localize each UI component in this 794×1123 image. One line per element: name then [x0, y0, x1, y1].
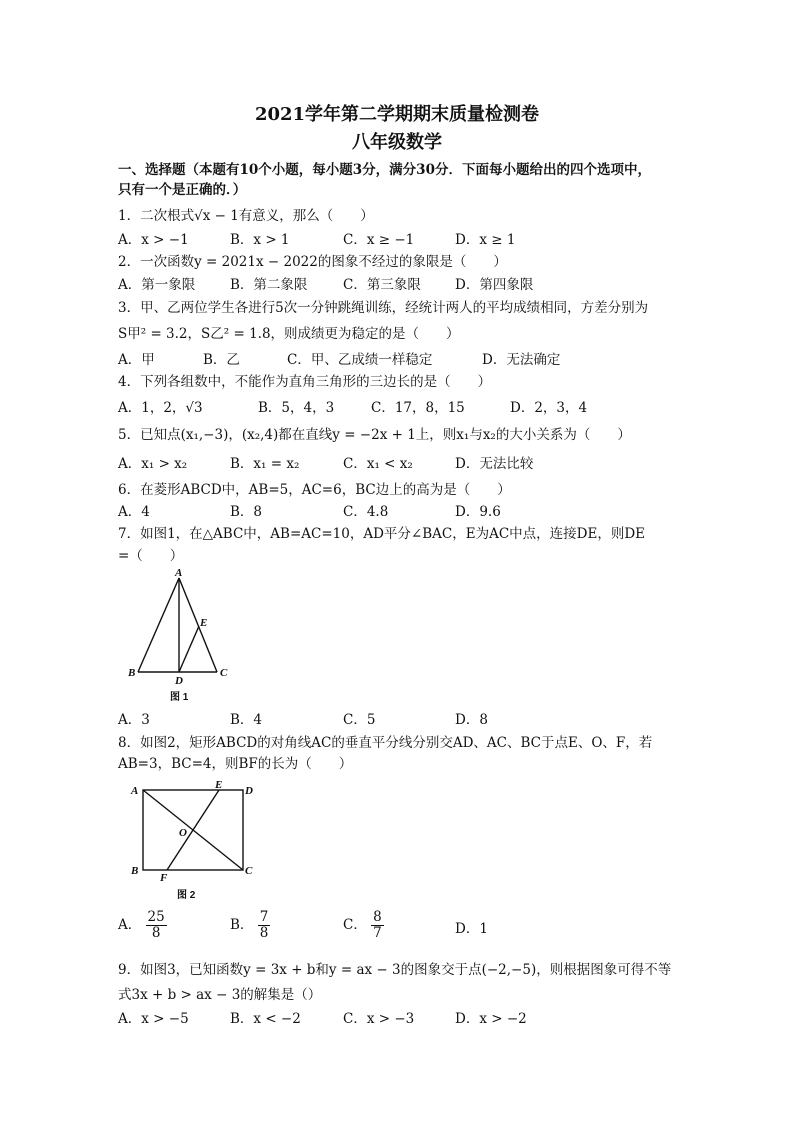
side-ab: [138, 578, 179, 672]
q6-option-c: C．4.8: [343, 504, 389, 520]
segment-ef: [167, 790, 219, 870]
label-a: A: [175, 567, 183, 579]
q9-option-d: D．x > −2: [455, 1011, 527, 1027]
q8-option-c-fraction: [371, 910, 384, 941]
q1-option-d: D．x ≥ 1: [455, 232, 516, 248]
q7-option-c: C．5: [343, 712, 376, 728]
denominator: 8: [151, 925, 161, 941]
q3-option-d: D．无法确定: [482, 352, 561, 368]
q7-stem-line2: =（ ）: [118, 548, 184, 564]
q3-option-b: B．乙: [203, 352, 240, 368]
label-d: D: [175, 675, 183, 687]
segment-de: [179, 626, 199, 672]
q1-option-b: B．x > 1: [230, 232, 290, 248]
q3-option-c: C．甲、乙成绩一样稳定: [287, 352, 433, 368]
q2-stem: 2．一次函数y = 2021x − 2022的图象不经过的象限是（ ）: [118, 254, 507, 270]
q8-option-d: D．1: [455, 921, 488, 937]
numerator: 8: [373, 909, 382, 925]
q8-option-a: [118, 910, 167, 941]
q2-option-c: C．第三象限: [343, 277, 421, 293]
q7-option-a: A．3: [118, 712, 150, 728]
q6-stem: 6．在菱形ABCD中，AB=5，AC=6，BC边上的高为是（ ）: [118, 482, 511, 498]
label-b: B: [128, 667, 136, 679]
q7-option-d: D．8: [455, 712, 488, 728]
q1-stem: 1．二次根式√x − 1有意义，那么（ ）: [118, 208, 374, 224]
section-heading: 一、选择题（本题有10个小题，每小题3分，满分30分．下面每小题给出的四个选项中，: [118, 162, 651, 178]
q8-option-a-letter: A．: [118, 917, 142, 933]
q4-option-a: A．1，2，√3: [118, 400, 203, 416]
numerator: 7: [259, 909, 269, 925]
q4-option-b: B．5，4，3: [258, 400, 335, 416]
label-d: D: [245, 785, 253, 797]
section-heading-cont: 只有一个是正确的．）: [118, 182, 247, 198]
q2-option-d: D．第四象限: [455, 277, 534, 293]
label-e: E: [215, 779, 223, 791]
q2-option-b: B．第二象限: [230, 277, 308, 293]
numerator: 25: [147, 909, 165, 925]
q5-option-a: A．x₁ > x₂: [118, 456, 188, 472]
q8-option-b-fraction: [258, 910, 271, 941]
q5-option-c: C．x₁ < x₂: [343, 456, 413, 472]
q7-option-b: B．4: [230, 712, 263, 728]
denominator: 7: [373, 925, 382, 941]
label-c: C: [245, 865, 253, 877]
label-a: A: [131, 785, 139, 797]
q8-stem-line2: AB=3，BC=4，则BF的长为（ ）: [118, 756, 353, 772]
q3-stem-line1: 3．甲、乙两位学生各进行5次一分钟跳绳训练，经统计两人的平均成绩相同，方差分别为: [118, 300, 649, 316]
q3-stem-line2: S甲² = 3.2，S乙² = 1.8，则成绩更为稳定的是（ ）: [118, 326, 460, 342]
figure-2-rectangle: [125, 778, 265, 903]
q8-option-c-letter: C．: [343, 917, 367, 933]
denominator: 8: [259, 925, 269, 941]
q5-stem: 5．已知点(x₁,−3)，(x₂,4)都在直线y = −2x + 1上，则x₁与x₂的大小关系为（ ）: [118, 427, 631, 443]
q1-option-c: C．x ≥ −1: [343, 232, 415, 248]
q8-option-c: [343, 910, 384, 941]
label-c: C: [220, 667, 228, 679]
q5-option-b: B．x₁ = x₂: [230, 456, 300, 472]
q9-option-b: B．x < −2: [230, 1011, 301, 1027]
q8-option-b: [230, 910, 270, 941]
q9-option-a: A．x > −5: [118, 1011, 189, 1027]
q4-option-d: D．2，3，4: [510, 400, 588, 416]
q8-stem-line1: 8．如图2，矩形ABCD的对角线AC的垂直平分线分别交AD、AC、BC于点E、O、F，若: [118, 735, 653, 751]
label-o: O: [179, 827, 187, 839]
label-e: E: [200, 617, 208, 629]
q7-stem-line1: 7．如图1，在△ABC中，AB=AC=10，AD平分∠BAC，E为AC中点，连接DE，则DE: [118, 526, 646, 542]
q9-stem-line2: 式3x + b > ax − 3的解集是（）: [118, 987, 322, 1003]
figure-1-caption: 图 1: [170, 692, 189, 703]
q6-option-d: D．9.6: [455, 504, 501, 520]
q2-option-a: A．第一象限: [118, 277, 196, 293]
q8-option-b-letter: B．: [230, 917, 254, 933]
page-subtitle: 八年级数学: [352, 132, 442, 153]
q9-option-c: C．x > −3: [343, 1011, 415, 1027]
label-f: F: [160, 872, 168, 884]
label-b: B: [131, 865, 139, 877]
figure-1-triangle: [120, 566, 240, 706]
q9-stem-line1: 9．如图3，已知函数y = 3x + b和y = ax − 3的图象交于点(−2,−5)，则根据图象可得不等: [118, 962, 672, 978]
q6-option-a: A．4: [118, 504, 150, 520]
q3-option-a: A．甲: [118, 352, 155, 368]
page-title: 2021学年第二学期期末质量检测卷: [254, 104, 540, 125]
q8-option-a-fraction: [146, 910, 167, 941]
q1-option-a: A．x > −1: [118, 232, 189, 248]
q5-option-d: D．无法比较: [455, 456, 534, 472]
figure-2-caption: 图 2: [177, 890, 196, 901]
q4-option-c: C．17，8，15: [371, 400, 465, 416]
q4-stem: 4．下列各组数中，不能作为直角三角形的三边长的是（ ）: [118, 374, 492, 390]
q6-option-b: B．8: [230, 504, 263, 520]
